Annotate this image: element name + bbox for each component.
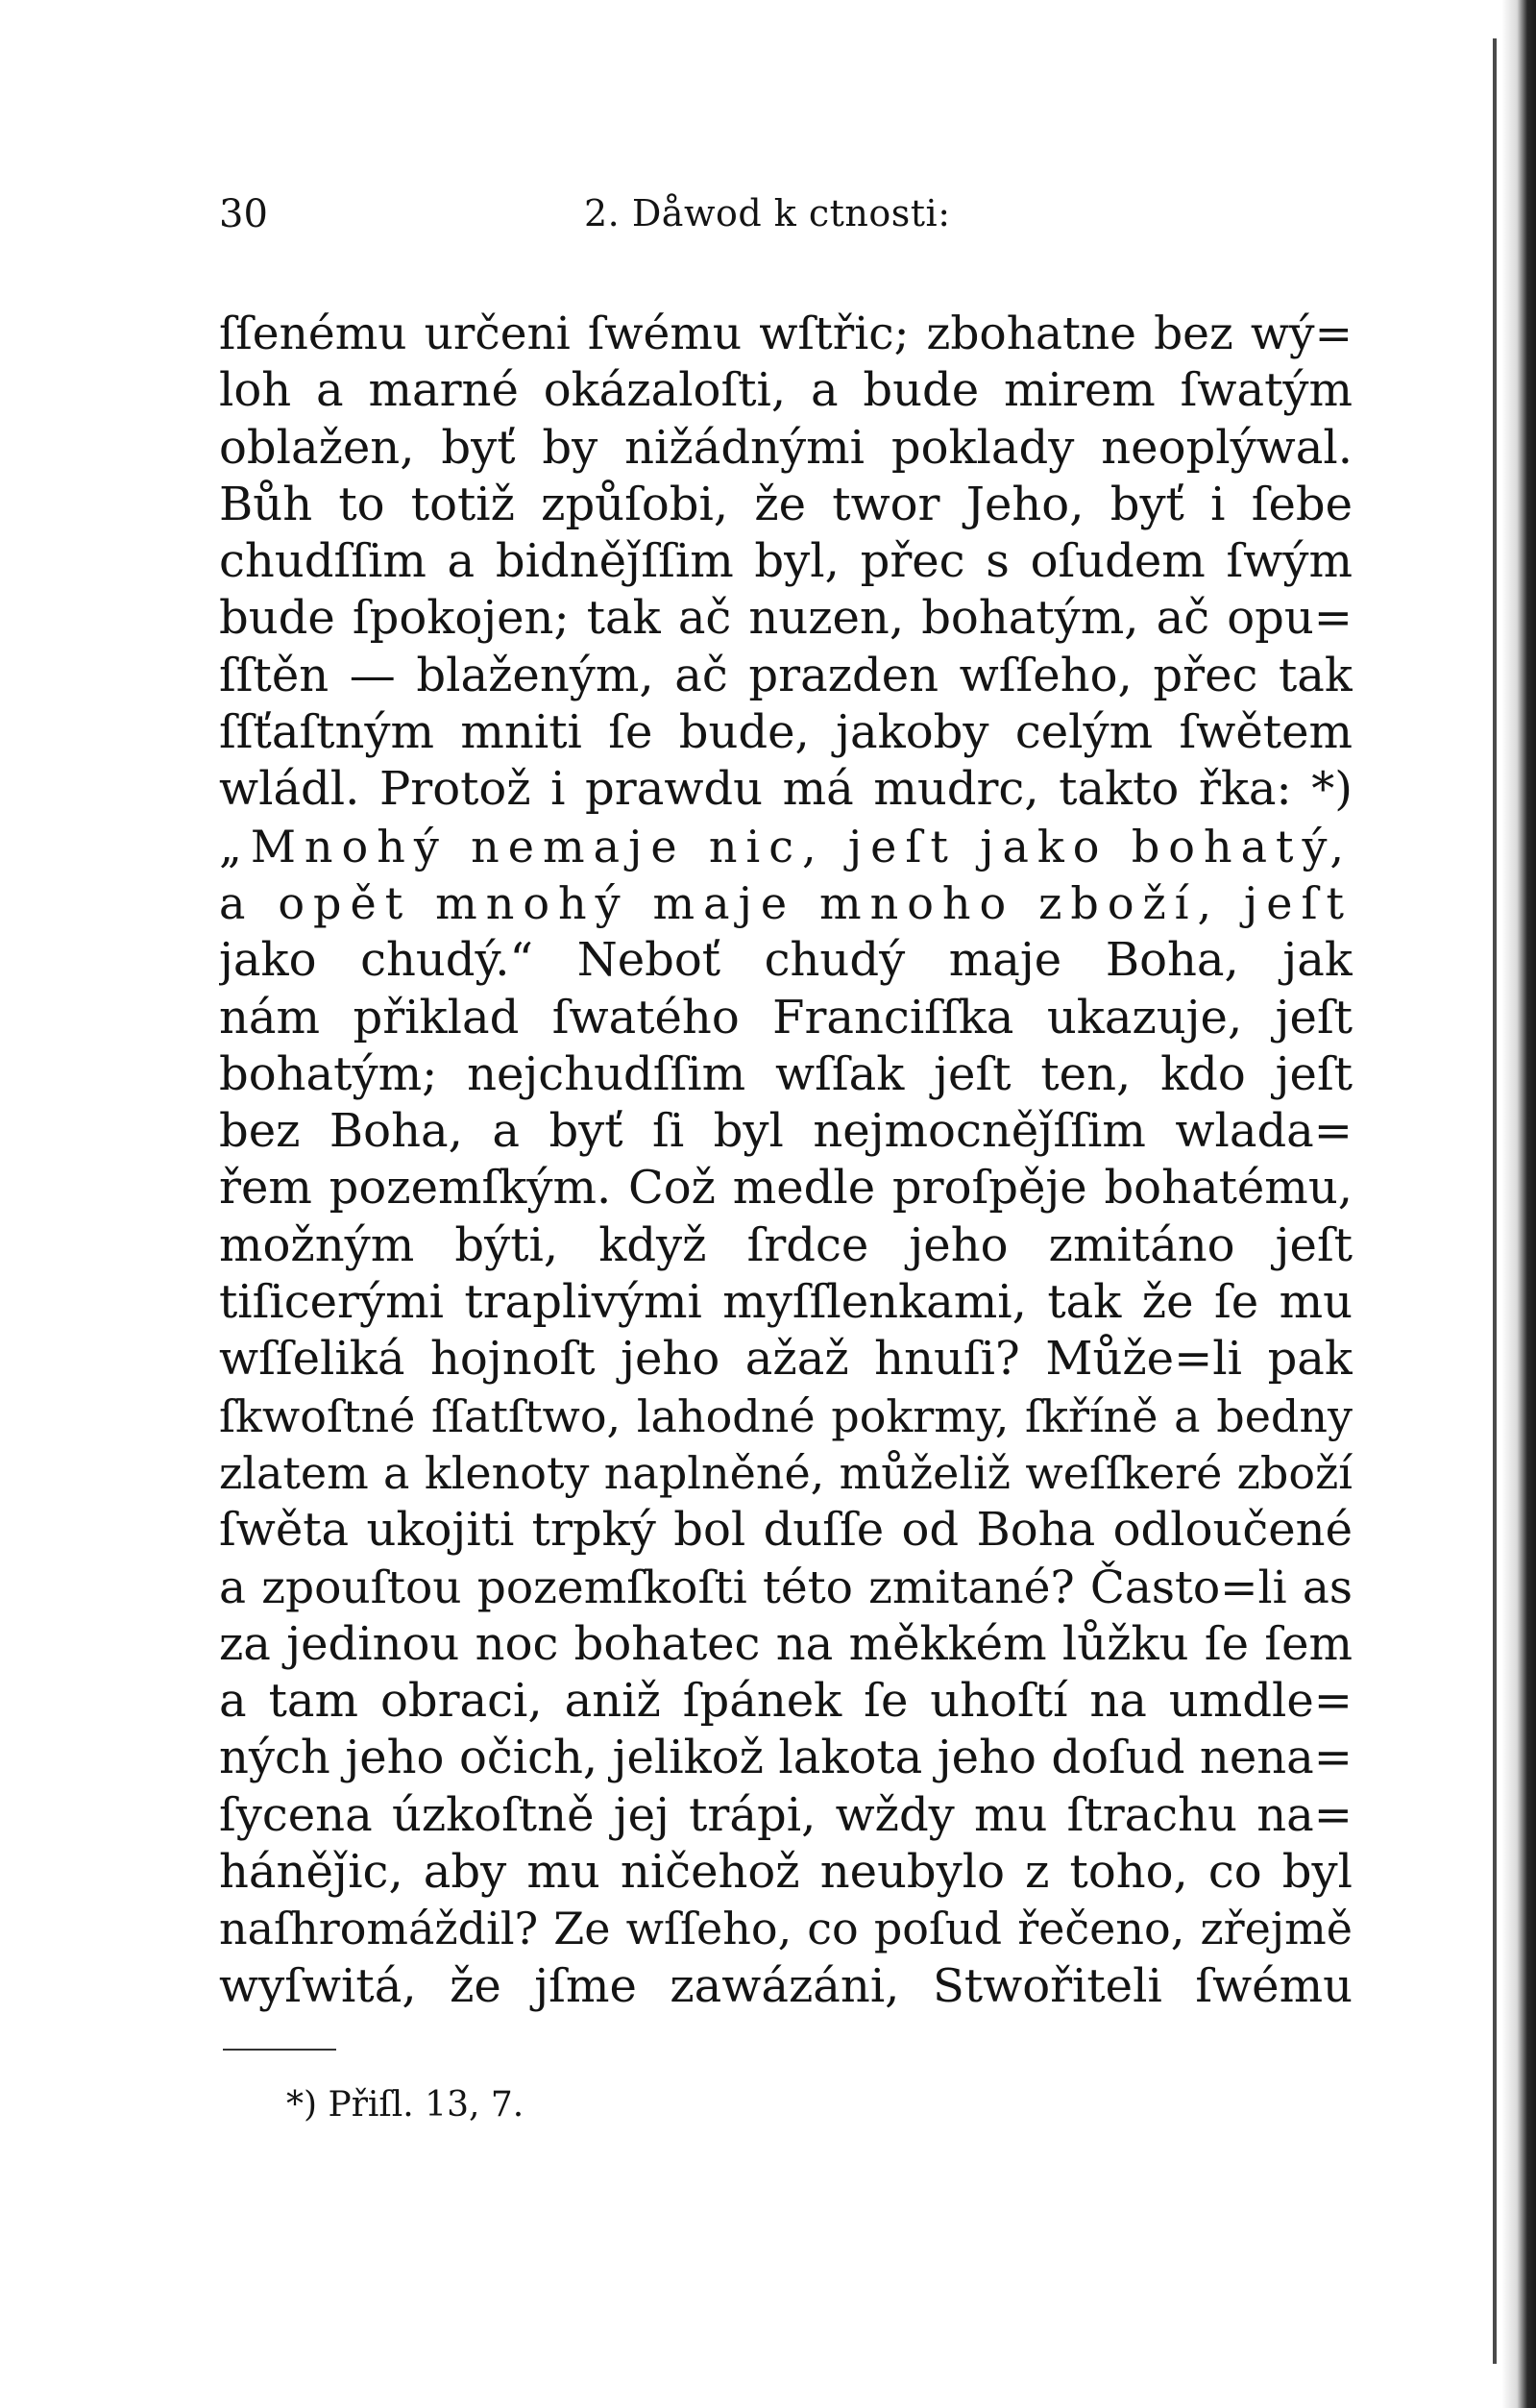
quoted-text-line: a opět mnohý maje mnoho zboží, jeſt xyxy=(219,876,1353,929)
text-line: háněǰic, aby mu ničehož neubylo z toho, co byl xyxy=(219,1845,1353,1900)
text-line: možným býti, když ſrdce jeho zmitáno jeſt xyxy=(219,1217,1353,1272)
running-title: 2. Dåwod k ctnosti: xyxy=(584,192,951,234)
text-line: za jedinou noc bohatec na měkkém lůžku ſe ſem xyxy=(219,1616,1353,1671)
text-line: ſſenému určeni ſwému wſtřic; zbohatne bez wý= xyxy=(219,307,1353,360)
footnote-divider xyxy=(223,2049,336,2051)
footnote: *) Přiſl. 13, 7. xyxy=(286,2085,524,2125)
text-line: wládl. Protož i prawdu má mudrc, takto řka: *) xyxy=(219,762,1353,817)
text-line: nám přiklad ſwatého Franciſſka ukazuje, jeſt xyxy=(219,990,1353,1044)
page-edge-line xyxy=(1493,38,1497,2364)
text-line: oblažen, byť by nižádnými poklady neoplýwal. xyxy=(219,420,1353,475)
page-header xyxy=(219,192,1353,250)
quoted-text-line: „Mnohý nemaje nic, jeſt jako bohatý, xyxy=(219,820,1353,872)
text-line: zlatem a klenoty naplněné, můželiž weſſkeré zboží xyxy=(219,1446,1353,1499)
page-number: 30 xyxy=(219,192,268,236)
text-line: ſkwoſtné ſſatſtwo, lahodné pokrmy, ſkříně a bedny xyxy=(219,1389,1353,1442)
text-line: ných jeho očich, jelikož lakota jeho doſud nena= xyxy=(219,1731,1353,1785)
text-line: wyſwitá, že jſme zawázáni, Stwořiteli ſwému xyxy=(219,1958,1353,2013)
text-line: bude ſpokojen; tak ač nuzen, bohatým, ač opu= xyxy=(219,591,1353,646)
text-line: bez Boha, a byť ſi byl nejmocněǰſſim wlada= xyxy=(219,1104,1353,1159)
text-line: wſſeliká hojnoſt jeho ažaž hnuſi? Může=li pak xyxy=(219,1332,1353,1387)
text-line: a tam obraci, aniž ſpánek ſe uhoſtí na umdle= xyxy=(219,1674,1353,1729)
text-line: bohatým; nejchudſſim wſſak jeſt ten, kdo jeſt xyxy=(219,1046,1353,1101)
text-line: ſycena úzkoſtně jej trápi, wždy mu ſtrachu na= xyxy=(219,1787,1353,1842)
page-edge-shadow xyxy=(1501,0,1536,2408)
text-line: ſſtěn — blaženým, ač prazden wſſeho, přec tak xyxy=(219,648,1353,702)
text-line: ſſťaſtným mniti ſe bude, jakoby celým ſwětem xyxy=(219,705,1353,760)
text-line: chudſſim a bidněǰſſim byl, přec s oſudem ſwým xyxy=(219,534,1353,589)
text-line: ſwěta ukojiti trpký bol duſſe od Boha odloučené xyxy=(219,1503,1353,1558)
text-line: naſhromáždil? Ze wſſeho, co poſud řečeno, zřejmě xyxy=(219,1903,1353,1955)
body-text xyxy=(219,306,1353,2015)
text-line: řem pozemſkým. Což medle proſpěje bohatému, xyxy=(219,1161,1353,1216)
text-line: loh a marné okázaloſti, a bude mirem ſwatým xyxy=(219,363,1353,418)
text-line: Bůh to totiž způſobi, že twor Jeho, byť i ſebe xyxy=(219,477,1353,531)
text-line: jako chudý.“ Neboť chudý maje Boha, jak xyxy=(219,933,1353,988)
text-line: tiſicerými traplivými myſſlenkami, tak že ſe mu xyxy=(219,1275,1353,1330)
text-line: a zpouſtou pozemſkoſti této zmitané? Často=li as xyxy=(219,1560,1353,1614)
